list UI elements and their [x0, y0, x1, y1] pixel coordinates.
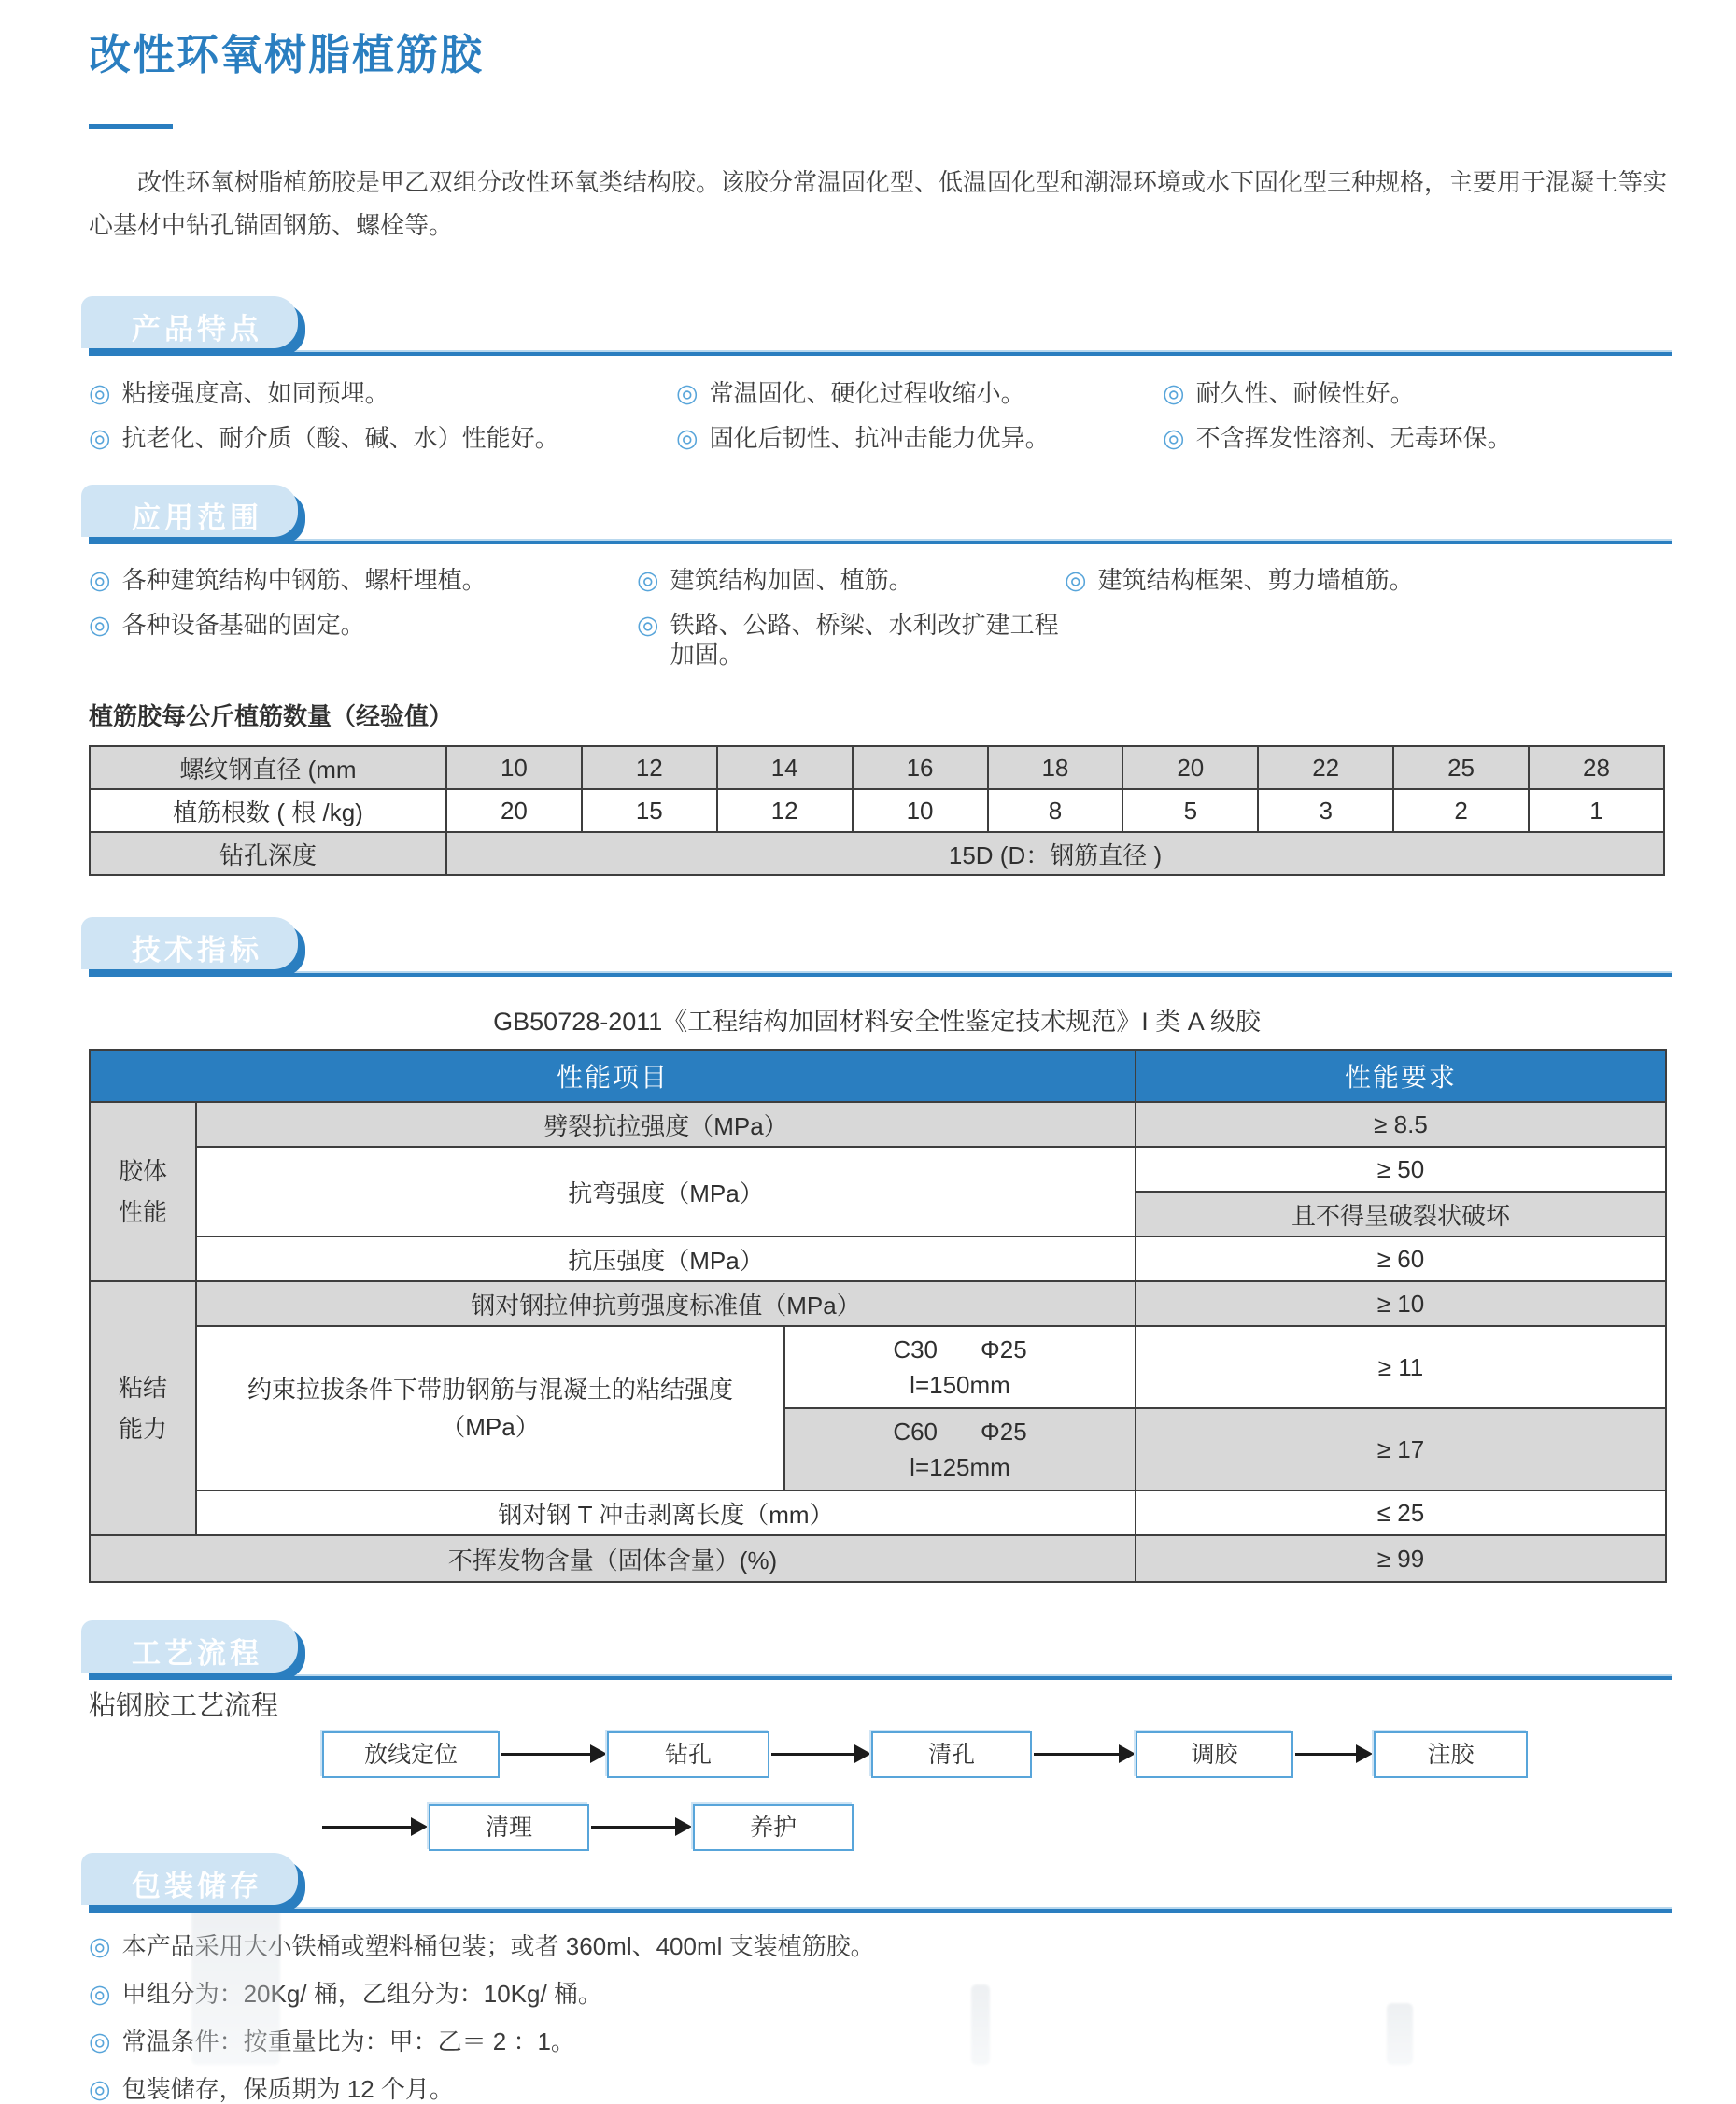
watermark-ghost — [1387, 2003, 1413, 2065]
table-row — [90, 1281, 1666, 1326]
property-cell: 抗弯强度（MPa） — [196, 1147, 1136, 1236]
cell: 28 — [1529, 746, 1664, 789]
cell: 12 — [717, 789, 853, 832]
packaging-item — [89, 2026, 1672, 2056]
application-text: 建筑结构框架、剪力墙植筋。 — [1097, 566, 1414, 594]
property-label-line: 约束拉拔条件下带肋钢筋与混凝土的粘结强度 — [247, 1376, 733, 1404]
application-item — [637, 610, 1065, 670]
flow-chart — [89, 1722, 1672, 1855]
rebar-diameter: Φ25 — [981, 1418, 1027, 1446]
watermark-ghost — [191, 1896, 280, 2065]
circle-bullet-icon: ◎ — [1065, 566, 1087, 594]
cell: 20 — [1122, 746, 1258, 789]
arrow-right-icon — [322, 1826, 412, 1829]
property-cell — [196, 1326, 784, 1490]
cell: 15 — [582, 789, 717, 832]
column-header: 性能要求 — [1136, 1050, 1666, 1102]
feature-text: 常温固化、硬化过程收缩小。 — [709, 379, 1025, 407]
requirement-cell: ≥ 8.5 — [1136, 1102, 1666, 1147]
section-rule — [89, 350, 1672, 356]
circle-bullet-icon: ◎ — [89, 1980, 111, 2008]
section-rule — [89, 971, 1672, 977]
packaging-text: 常温条件：按重量比为：甲：乙＝ 2 ：1。 — [121, 2027, 575, 2055]
group-cell — [90, 1281, 196, 1535]
feature-item — [89, 423, 676, 453]
cell: 25 — [1393, 746, 1529, 789]
cell: 5 — [1122, 789, 1258, 832]
packaging-item — [89, 2074, 1672, 2104]
feature-item — [1163, 423, 1672, 453]
cell: 3 — [1258, 789, 1393, 832]
spec-table — [89, 1049, 1667, 1583]
cell: 22 — [1258, 746, 1393, 789]
requirement-cell: ≤ 25 — [1136, 1490, 1666, 1535]
cell: 20 — [446, 789, 582, 832]
column-header: 性能项目 — [90, 1050, 1136, 1102]
requirement-cell: 且不得呈破裂状破坏 — [1136, 1192, 1666, 1236]
spec-table-caption: GB50728-2011《工程结构加固材料安全性鉴定技术规范》I 类 A 级胶 — [493, 1008, 1261, 1036]
circle-bullet-icon: ◎ — [676, 379, 699, 407]
page-title: 改性环氧树脂植筋胶 — [89, 31, 485, 78]
flow-step-box: 清理 — [429, 1804, 589, 1851]
section-rule — [89, 539, 1672, 544]
applications-list — [89, 565, 1672, 670]
rebar-diameter: Φ25 — [981, 1335, 1027, 1363]
feature-item — [676, 423, 1163, 453]
circle-bullet-icon: ◎ — [637, 566, 659, 594]
packaging-text: 本产品采用大小铁桶或塑料桶包装；或者 360ml、400ml 支装植筋胶。 — [121, 1932, 875, 1960]
flow-step-box: 清孔 — [871, 1731, 1032, 1778]
embed-length: l=150mm — [910, 1371, 1010, 1399]
circle-bullet-icon: ◎ — [89, 611, 111, 639]
application-text: 各种设备基础的固定。 — [121, 611, 365, 639]
row-header: 钻孔深度 — [90, 832, 446, 875]
application-item — [89, 610, 637, 670]
property-cell: 不挥发物含量（固体含量）(%) — [90, 1535, 1136, 1582]
feature-text: 不含挥发性溶剂、无毒环保。 — [1195, 424, 1512, 452]
application-item — [1065, 565, 1672, 595]
feature-text: 固化后韧性、抗冲击能力优异。 — [709, 424, 1050, 452]
packaging-text: 包装储存，保质期为 12 个月。 — [121, 2075, 454, 2103]
flow-step-box: 钻孔 — [607, 1731, 769, 1778]
title-underline — [89, 124, 173, 129]
process-badge: 工艺流程 — [89, 1628, 305, 1680]
table-row — [90, 1236, 1666, 1281]
cell: 12 — [582, 746, 717, 789]
property-cell: 劈裂抗拉强度（MPa） — [196, 1102, 1136, 1147]
flow-step-box: 放线定位 — [322, 1731, 500, 1778]
packaging-badge: 包装储存 — [89, 1860, 305, 1913]
table-row — [90, 1535, 1666, 1582]
table-row — [90, 789, 1664, 832]
requirement-cell: ≥ 10 — [1136, 1281, 1666, 1326]
cell: 8 — [988, 789, 1123, 832]
circle-bullet-icon: ◎ — [89, 424, 111, 452]
cell: 2 — [1393, 789, 1529, 832]
requirement-cell: ≥ 11 — [1136, 1326, 1666, 1408]
arrow-right-icon — [591, 1826, 676, 1829]
group-label: 胶体性能 — [118, 1157, 167, 1226]
application-text: 各种建筑结构中钢筋、螺杆埋植。 — [121, 566, 487, 594]
concrete-grade: C60 — [893, 1418, 939, 1446]
feature-text: 粘接强度高、如同预埋。 — [121, 379, 389, 407]
watermark-ghost — [971, 1984, 990, 2065]
section-header-features — [89, 298, 1672, 356]
cell: 1 — [1529, 789, 1664, 832]
packaging-item — [89, 1979, 1672, 2009]
row-header: 植筋根数 ( 根 /kg) — [90, 789, 446, 832]
arrow-right-icon — [1295, 1753, 1357, 1756]
packaging-list — [89, 1931, 1672, 2104]
table-row — [90, 1326, 1666, 1408]
packaging-text: 甲组分为：20Kg/ 桶，乙组分为：10Kg/ 桶。 — [121, 1980, 602, 2008]
feature-text: 抗老化、耐介质（酸、碱、水）性能好。 — [121, 424, 559, 452]
flow-step-box: 注胶 — [1374, 1731, 1528, 1778]
application-text: 铁路、公路、桥梁、水利改扩建工程加固。 — [670, 611, 1059, 669]
cell: 16 — [853, 746, 988, 789]
condition-cell — [784, 1326, 1136, 1408]
arrow-right-icon — [1034, 1753, 1120, 1756]
circle-bullet-icon: ◎ — [89, 566, 111, 594]
cell: 14 — [717, 746, 853, 789]
arrow-right-icon — [771, 1753, 855, 1756]
rebar-table — [89, 745, 1665, 876]
table-row — [90, 746, 1664, 789]
cell: 15D (D：钢筋直径 ) — [446, 832, 1664, 875]
circle-bullet-icon: ◎ — [1163, 379, 1185, 407]
flow-step-box: 养护 — [693, 1804, 854, 1851]
section-header-packaging — [89, 1855, 1672, 1913]
feature-item — [676, 378, 1163, 408]
row-header: 螺纹钢直径 (mm — [90, 746, 446, 789]
section-header-specs — [89, 919, 1672, 977]
table-row — [90, 832, 1664, 875]
property-label-line: （MPa） — [441, 1413, 540, 1441]
requirement-cell: ≥ 99 — [1136, 1535, 1666, 1582]
intro-paragraph: 改性环氧树脂植筋胶是甲乙双组分改性环氧类结构胶。该胶分常温固化型、低温固化型和潮湿环境或水下固化型三种规格，主要用于混凝土等实心基材中钻孔锚固钢筋、螺栓等。 — [89, 168, 1668, 239]
application-item — [89, 565, 637, 595]
requirement-cell: ≥ 17 — [1136, 1408, 1666, 1490]
requirement-cell: ≥ 60 — [1136, 1236, 1666, 1281]
group-label: 粘结能力 — [118, 1374, 167, 1443]
packaging-item — [89, 1931, 1672, 1961]
application-item — [637, 565, 1065, 595]
circle-bullet-icon: ◎ — [89, 379, 111, 407]
circle-bullet-icon: ◎ — [89, 2027, 111, 2055]
property-cell: 抗压强度（MPa） — [196, 1236, 1136, 1281]
feature-item — [89, 378, 676, 408]
requirement-cell: ≥ 50 — [1136, 1147, 1666, 1192]
table-row — [90, 1490, 1666, 1535]
group-cell — [90, 1102, 196, 1281]
application-text: 建筑结构加固、植筋。 — [670, 566, 913, 594]
table-header-row — [90, 1050, 1666, 1102]
section-rule — [89, 1907, 1672, 1913]
cell: 10 — [446, 746, 582, 789]
feature-item — [1163, 378, 1672, 408]
circle-bullet-icon: ◎ — [1163, 424, 1185, 452]
property-cell: 钢对钢 T 冲击剥离长度（mm） — [196, 1490, 1136, 1535]
condition-cell — [784, 1408, 1136, 1490]
table-row — [90, 1147, 1666, 1192]
embed-length: l=125mm — [910, 1453, 1010, 1481]
cell: 18 — [988, 746, 1123, 789]
circle-bullet-icon: ◎ — [89, 1932, 111, 1960]
arrow-right-icon — [501, 1753, 591, 1756]
features-list — [89, 378, 1672, 453]
flow-step-box: 调胶 — [1136, 1731, 1293, 1778]
table-row — [90, 1102, 1666, 1147]
features-badge: 产品特点 — [89, 304, 305, 356]
section-header-process — [89, 1622, 1672, 1680]
section-header-applications — [89, 487, 1672, 544]
feature-text: 耐久性、耐候性好。 — [1195, 379, 1415, 407]
cell: 10 — [853, 789, 988, 832]
flow-subtitle: 粘钢胶工艺流程 — [89, 1691, 279, 1721]
circle-bullet-icon: ◎ — [676, 424, 699, 452]
specs-badge: 技术指标 — [89, 925, 305, 977]
concrete-grade: C30 — [893, 1335, 939, 1363]
circle-bullet-icon: ◎ — [89, 2075, 111, 2103]
circle-bullet-icon: ◎ — [637, 611, 659, 639]
rebar-table-caption: 植筋胶每公斤植筋数量（经验值） — [89, 702, 454, 730]
section-rule — [89, 1674, 1672, 1680]
property-cell: 钢对钢拉伸抗剪强度标准值（MPa） — [196, 1281, 1136, 1326]
applications-badge: 应用范围 — [89, 492, 305, 544]
